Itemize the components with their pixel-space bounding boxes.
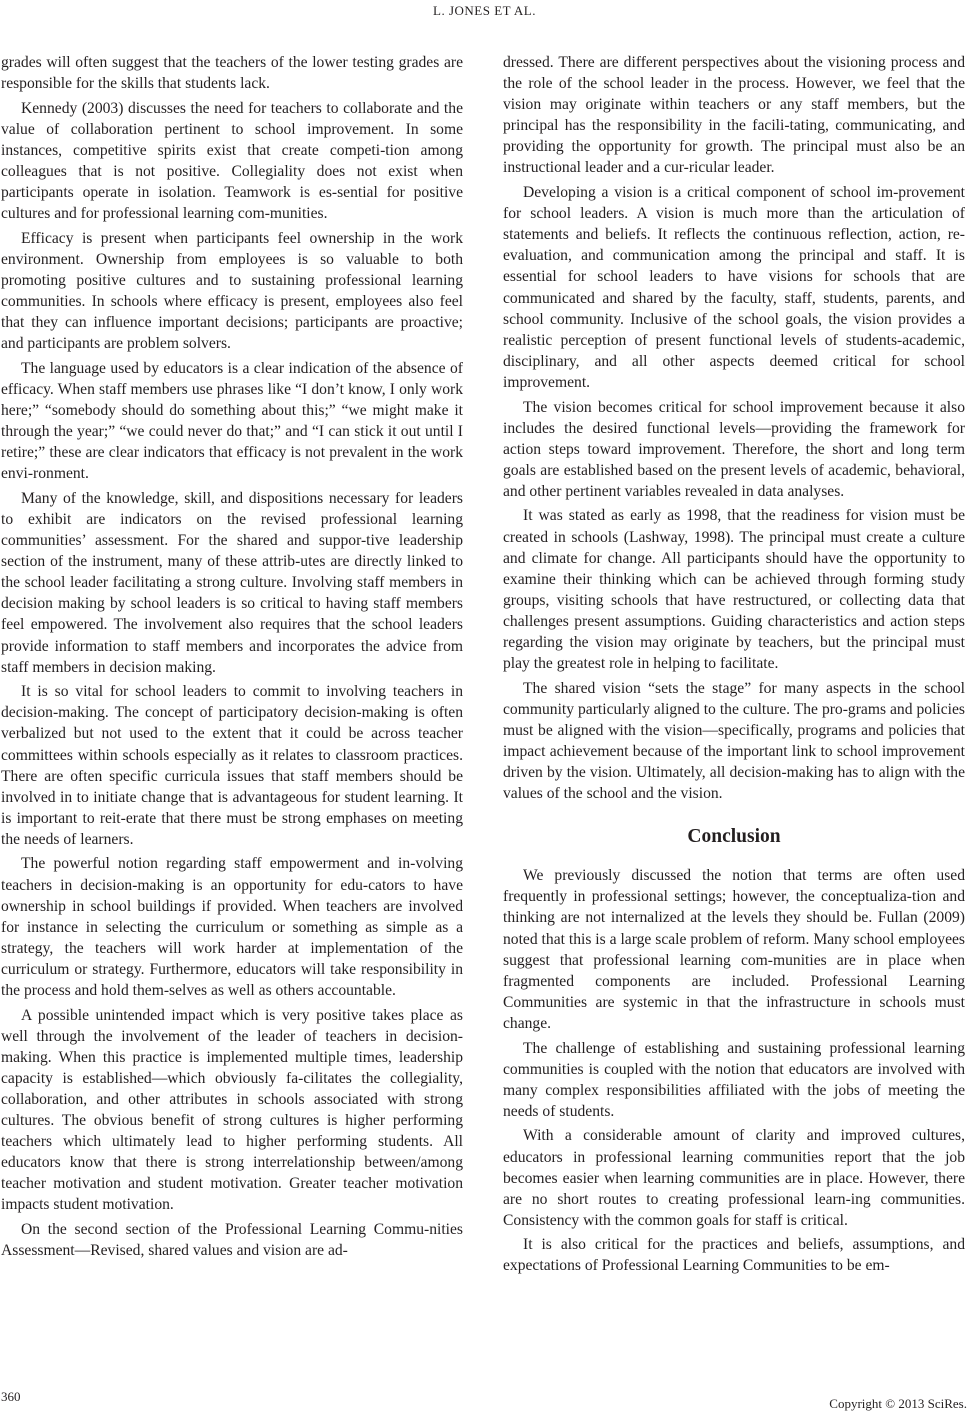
paragraph: It is also critical for the practices and beliefs, assumptions, and expectations of Professional Learning Communities to be em- <box>503 1236 965 1275</box>
paragraph: We previously discussed the notion that terms are often used frequently in professional settings; however, the conceptualiza-tion and thinking are not internalized at the levels they should be. Fullan (2009) noted that this is a large scale problem of reform. Many school employees suggest that professional learning com-munities are in place when fragmented components are included. Professional Learning Communities are systemic in that the infrastructure in schools must change. <box>503 867 965 1032</box>
paragraph: grades will often suggest that the teachers of the lower testing grades are responsible for the skills that students lack. <box>1 54 463 93</box>
paragraph: It was stated as early as 1998, that the readiness for vision must be created in schools (Lashway, 1998). The principal must create a culture and climate for change. All participants should have the opportunity to examine their thinking which can be achieved through forming study groups, visiting schools that have restructured, or collecting data that challenges present assumptions. Guiding characteristics and action steps regarding the vision may originate by teachers, but the principal must play the greatest role in helping to facilitate. <box>503 507 965 673</box>
running-head: L. JONES ET AL. <box>433 3 536 18</box>
paragraph: With a considerable amount of clarity and improved cultures, educators in professional learning communities report that the job becomes easier when learning communities are in place. However, there are no short routes to creating professional learn-ing communities. Consistency with the common goals for staff is critical. <box>503 1127 965 1229</box>
page-number: 360 <box>1 1389 21 1404</box>
paragraph: The powerful notion regarding staff empowerment and in-volving teachers in decision-making is an opportunity for edu-cators to have ownership in school buildings if provided. When teachers are involved for instance in selecting the curriculum or something as simple as a strategy, the teachers will work harder at implementation of the curriculum or strategy. Furthermore, educators will take responsibility in the process and hold them-selves as well as others accountable. <box>1 855 463 1000</box>
right-column <box>503 52 965 1280</box>
paragraph: The vision becomes critical for school improvement because it also includes the desired functional levels—providing the framework for action steps toward improvement. Therefore, the short and long term goals are established based on the present levels of academic, behavioral, and other pertinent variables revealed in data analyses. <box>503 398 965 500</box>
copyright-notice: Copyright © 2013 SciRes. <box>829 1396 967 1411</box>
paragraph: Kennedy (2003) discusses the need for teachers to collaborate and the value of collaboration pertinent to school improvement. In some instances, competitive spirits exist that create competi-tion among colleagues that is not positive. Collegiality does not exist when participants operate in isolation. Teamwork is es-sential for positive cultures and for professional learning com-munities. <box>1 99 463 223</box>
paragraph: It is so vital for school leaders to commit to involving teachers in decision-making. The concept of participatory decision-making is often verbalized but not used to the extent that it could be across teacher committees within schools especially as it relates to classroom practices. There are often specific curricula issues that staff members should be involved in to initiate change that is advantageous for student learning. It is important to reit-erate that there must be strong emphases on meeting the needs of learners. <box>1 683 463 848</box>
paragraph: The language used by educators is a clear indication of the absence of efficacy. When staff members use phrases like “I don’t know, I only work here;” “somebody should do something about this;” “we might make it through the year;” “we could never do that;” and “I can stick it out until I retire;” these are clear indicators that efficacy is not prevalent in the work envi-ronment. <box>1 359 463 483</box>
paragraph: Many of the knowledge, skill, and dispositions necessary for leaders to exhibit are indicators on the revised professional learning communities’ assessment. For the shared and suppor-tive leadership section of the instrument, many of these attrib-utes are directly linked to the school leader facilitating a strong culture. Involving staff members in decision making by school leaders is so critical to having staff members feel empowered. The involvement also requires that the school leaders provide information to staff members and incorporates the advice from staff members in decision making. <box>1 489 463 676</box>
paragraph: Developing a vision is a critical component of school im-provement for school leaders. A vision is much more than the articulation of statements and beliefs. It reflects the continuous reflection, action, re-evaluation, and communication among the principal and staff. It is essential for school leaders to have visions for schools that are communicated and shared by the faculty, staff, students, parents, and school community. Inclusive of the school goals, the vision provides a realistic perception of present functional levels of students-academic, disciplinary, and all other aspects deemed critical for school improvement. <box>503 184 965 391</box>
left-column <box>1 52 463 1265</box>
paragraph: On the second section of the Professional Learning Commu-nities Assessment—Revised, shared values and vision are ad- <box>1 1221 463 1260</box>
paragraph: The challenge of establishing and sustaining professional learning communities is coupled with the notion that educators are involved with many complex responsibilities affiliated with the jobs of meeting the needs of students. <box>503 1039 965 1120</box>
paragraph: The shared vision “sets the stage” for many aspects in the school community particularly aligned to the culture. The pro-grams and policies must be aligned with the vision—specifically, programs and policies that impact achievement because of the important link to school improvement driven by the vision. Ultimately, all decision-making has to align with the values of the school and the vision. <box>503 679 965 803</box>
conclusion-heading: Conclusion <box>687 826 781 848</box>
paragraph: dressed. There are different perspectives about the visioning process and the role of the school leader in the process. However, we feel that the vision may originate within teachers or any staff members, but the principal has the responsibility in the facili-tating, communicating, and providing the opportunity for growth. The principal must also be an instructional leader and a cur-ricular leader. <box>503 54 965 177</box>
paragraph: Efficacy is present when participants feel ownership in the work environment. Ownership from employees is so valuable to both promoting positive cultures and to sustaining professional learning communities. In schools where efficacy is present, employees also feel that they can influence important decisions; participants are proactive; and participants are problem solvers. <box>1 229 463 353</box>
paragraph: A possible unintended impact which is very positive takes place as well through the involvement of the leader of teachers in decision-making. When this practice is implemented multiple times, leadership capacity is established—which obviously fa-cilitates the collegiality, collaboration, and other attributes in schools associated with strong cultures. The obvious benefit of strong cultures is higher performing teachers which ultimately lead to higher performing students. All educators know that there is strong interrelationship between/among teacher motivation and student motivation. Greater teacher motivation impacts student motivation. <box>1 1006 463 1214</box>
